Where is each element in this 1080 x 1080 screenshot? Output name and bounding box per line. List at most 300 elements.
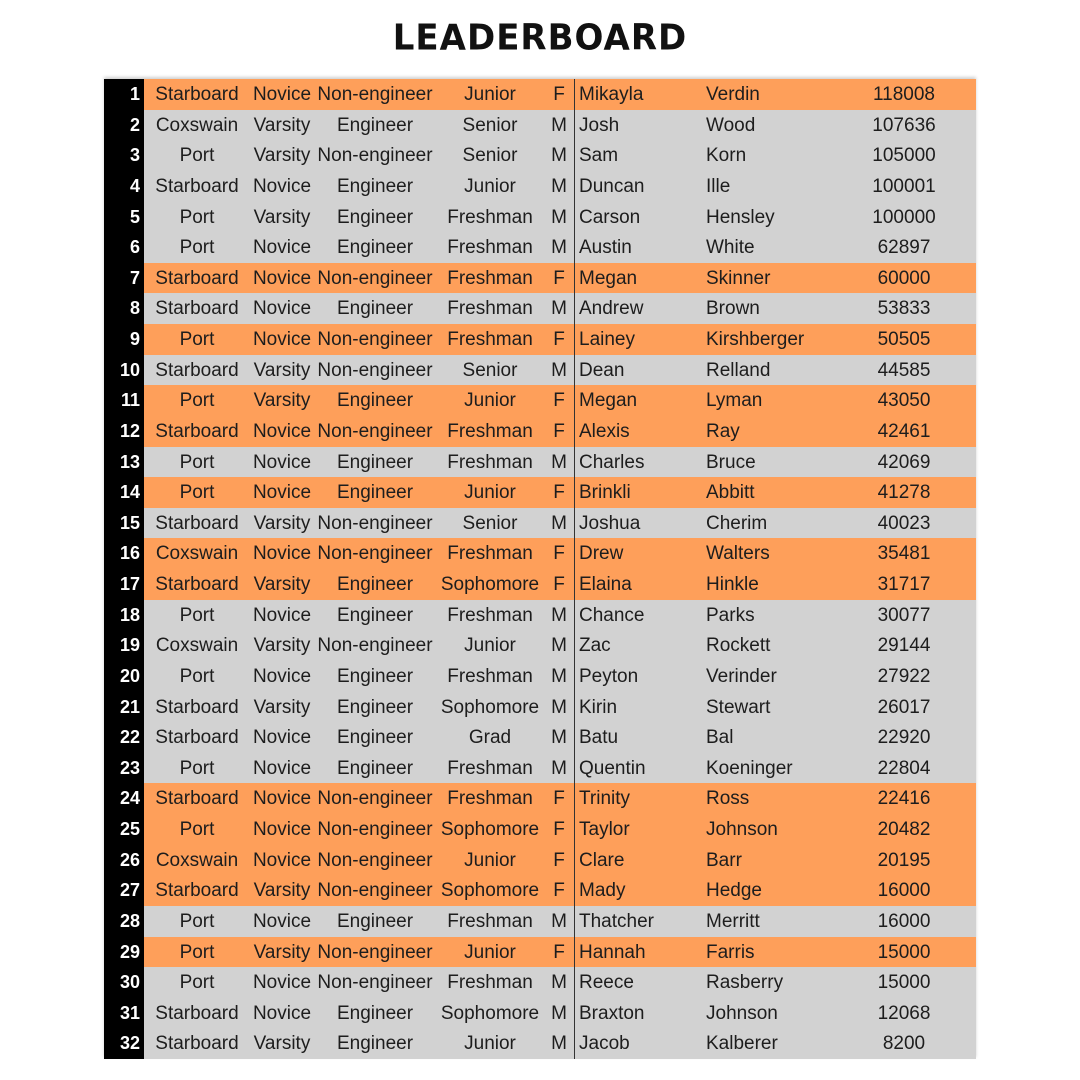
level-cell: Novice	[252, 757, 312, 779]
score-cell: 22416	[877, 788, 931, 810]
first-name-cell: Carson	[579, 206, 641, 228]
sex-cell: F	[553, 543, 565, 565]
sex-cell: M	[551, 237, 567, 259]
level-cell: Novice	[252, 972, 312, 994]
last-name-cell: Verinder	[706, 665, 777, 687]
level-cell: Varsity	[253, 696, 311, 718]
position-cell: Port	[179, 819, 215, 840]
position-cell: Starboard	[155, 880, 239, 902]
sex-cell: F	[553, 390, 565, 412]
score-cell: 27922	[877, 665, 931, 687]
sex-cell: F	[553, 849, 565, 871]
year-cell: Freshman	[447, 665, 533, 687]
table-row	[104, 202, 976, 233]
last-name-cell: Abbitt	[706, 482, 755, 504]
score-cell: 100001	[872, 175, 936, 197]
year-cell: Freshman	[447, 910, 533, 932]
rank-cell: 26	[104, 845, 144, 876]
table-row	[104, 324, 976, 355]
sex-cell: F	[553, 267, 565, 289]
position-cell: Starboard	[155, 696, 239, 718]
sex-cell: F	[553, 819, 565, 840]
major-cell: Non-engineer	[317, 420, 433, 442]
position-cell: Starboard	[155, 1033, 239, 1055]
rank-cell: 24	[104, 783, 144, 814]
table-row	[104, 845, 976, 876]
sex-cell: M	[551, 175, 567, 197]
major-cell: Engineer	[336, 696, 414, 718]
year-cell: Freshman	[447, 451, 533, 473]
major-cell: Non-engineer	[317, 849, 433, 871]
score-cell: 20195	[877, 849, 931, 871]
first-name-cell: Peyton	[579, 665, 639, 687]
level-cell: Varsity	[253, 512, 311, 534]
year-cell: Sophomore	[440, 1002, 540, 1024]
year-cell: Grad	[468, 727, 512, 749]
position-cell: Starboard	[155, 298, 239, 320]
last-name-cell: Relland	[706, 359, 771, 381]
sex-cell: M	[551, 910, 567, 932]
level-cell: Novice	[252, 267, 312, 289]
first-name-cell: Drew	[579, 543, 624, 565]
position-cell: Port	[179, 390, 215, 412]
sex-cell: M	[551, 206, 567, 228]
major-cell: Non-engineer	[317, 359, 433, 381]
score-cell: 107636	[872, 114, 936, 136]
major-cell: Non-engineer	[317, 512, 433, 534]
first-name-cell: Chance	[579, 604, 645, 626]
first-name-cell: Dean	[579, 359, 625, 381]
table-row	[104, 783, 976, 814]
year-cell: Freshman	[447, 329, 533, 350]
table-row	[104, 110, 976, 141]
column-divider	[574, 79, 575, 1059]
major-cell: Engineer	[336, 390, 414, 412]
table-row	[104, 293, 976, 324]
sex-cell: M	[551, 972, 567, 994]
score-cell: 22920	[877, 727, 931, 749]
rank-cell: 14	[104, 477, 144, 508]
sex-cell: F	[553, 574, 565, 595]
table-row	[104, 630, 976, 661]
year-cell: Junior	[464, 635, 516, 657]
position-cell: Port	[179, 451, 215, 473]
first-name-cell: Josh	[579, 114, 620, 136]
last-name-cell: Cherim	[706, 512, 768, 534]
year-cell: Senior	[462, 512, 518, 534]
score-cell: 29144	[877, 635, 931, 657]
last-name-cell: Farris	[706, 941, 755, 963]
position-cell: Starboard	[155, 512, 239, 534]
first-name-cell: Clare	[579, 849, 625, 871]
last-name-cell: Ille	[706, 175, 731, 197]
score-cell: 16000	[877, 880, 931, 902]
level-cell: Novice	[252, 665, 312, 687]
year-cell: Junior	[464, 175, 516, 197]
table-row	[104, 906, 976, 937]
table-row	[104, 477, 976, 508]
last-name-cell: Koeninger	[706, 757, 793, 779]
major-cell: Non-engineer	[317, 972, 433, 994]
level-cell: Varsity	[253, 635, 311, 657]
sex-cell: M	[551, 1033, 567, 1055]
table-row	[104, 661, 976, 692]
major-cell: Non-engineer	[317, 941, 433, 963]
position-cell: Starboard	[155, 727, 239, 749]
table-row	[104, 1028, 976, 1059]
score-cell: 30077	[877, 604, 931, 626]
position-cell: Port	[179, 237, 215, 259]
first-name-cell: Andrew	[579, 298, 644, 320]
rank-cell: 31	[104, 998, 144, 1029]
year-cell: Sophomore	[440, 574, 540, 595]
level-cell: Novice	[252, 482, 312, 504]
year-cell: Junior	[464, 482, 516, 504]
level-cell: Novice	[252, 819, 312, 840]
major-cell: Engineer	[336, 206, 414, 228]
position-cell: Port	[179, 665, 215, 687]
level-cell: Novice	[252, 84, 312, 105]
position-cell: Port	[179, 604, 215, 626]
first-name-cell: Zac	[579, 635, 611, 657]
rank-cell: 12	[104, 416, 144, 447]
year-cell: Junior	[464, 849, 516, 871]
last-name-cell: Wood	[706, 114, 756, 136]
year-cell: Freshman	[447, 267, 533, 289]
major-cell: Non-engineer	[317, 543, 433, 565]
major-cell: Non-engineer	[317, 880, 433, 902]
last-name-cell: Stewart	[706, 696, 771, 718]
first-name-cell: Braxton	[579, 1002, 645, 1024]
major-cell: Engineer	[336, 451, 414, 473]
rank-cell: 5	[104, 202, 144, 233]
rank-cell: 22	[104, 722, 144, 753]
table-row	[104, 814, 976, 845]
major-cell: Engineer	[336, 757, 414, 779]
score-cell: 42069	[877, 451, 931, 473]
first-name-cell: Taylor	[579, 819, 630, 840]
first-name-cell: Brinkli	[579, 482, 631, 504]
score-cell: 42461	[877, 420, 931, 442]
year-cell: Sophomore	[440, 819, 540, 840]
position-cell: Port	[179, 206, 215, 228]
first-name-cell: Reece	[579, 972, 634, 994]
table-row	[104, 232, 976, 263]
score-cell: 44585	[877, 359, 931, 381]
first-name-cell: Sam	[579, 145, 619, 167]
rank-cell: 10	[104, 355, 144, 386]
page-title: LEADERBOARD	[392, 17, 688, 59]
position-cell: Starboard	[155, 84, 239, 105]
table-row	[104, 722, 976, 753]
rank-cell: 3	[104, 140, 144, 171]
position-cell: Coxswain	[155, 635, 239, 657]
position-cell: Port	[179, 757, 215, 779]
level-cell: Varsity	[253, 574, 311, 595]
sex-cell: M	[551, 145, 567, 167]
score-cell: 22804	[877, 757, 931, 779]
position-cell: Coxswain	[155, 849, 239, 871]
position-cell: Starboard	[155, 574, 239, 595]
last-name-cell: Ross	[706, 788, 750, 810]
first-name-cell: Joshua	[579, 512, 641, 534]
rank-cell: 8	[104, 293, 144, 324]
score-cell: 16000	[877, 910, 931, 932]
year-cell: Freshman	[447, 420, 533, 442]
first-name-cell: Lainey	[579, 329, 635, 350]
score-cell: 35481	[877, 543, 931, 565]
score-cell: 41278	[877, 482, 931, 504]
rank-cell: 6	[104, 232, 144, 263]
last-name-cell: Brown	[706, 298, 760, 320]
leaderboard-table	[104, 79, 976, 1059]
score-cell: 43050	[877, 390, 931, 412]
last-name-cell: Rasberry	[706, 972, 784, 994]
year-cell: Freshman	[447, 972, 533, 994]
level-cell: Novice	[252, 727, 312, 749]
score-cell: 20482	[877, 819, 931, 840]
sex-cell: M	[551, 298, 567, 320]
sex-cell: F	[553, 788, 565, 810]
major-cell: Non-engineer	[317, 84, 433, 105]
major-cell: Non-engineer	[317, 788, 433, 810]
year-cell: Freshman	[447, 757, 533, 779]
position-cell: Port	[179, 329, 215, 350]
score-cell: 60000	[877, 267, 931, 289]
last-name-cell: Bal	[706, 727, 734, 749]
level-cell: Novice	[252, 1002, 312, 1024]
table-row	[104, 600, 976, 631]
first-name-cell: Trinity	[579, 788, 631, 810]
level-cell: Novice	[252, 604, 312, 626]
sex-cell: M	[551, 665, 567, 687]
last-name-cell: White	[706, 237, 755, 259]
sex-cell: F	[553, 329, 565, 350]
last-name-cell: Hinkle	[706, 574, 759, 595]
major-cell: Engineer	[336, 604, 414, 626]
sex-cell: F	[553, 420, 565, 442]
rank-cell: 4	[104, 171, 144, 202]
last-name-cell: Verdin	[706, 84, 760, 105]
year-cell: Senior	[462, 114, 518, 136]
level-cell: Novice	[252, 298, 312, 320]
first-name-cell: Duncan	[579, 175, 645, 197]
first-name-cell: Elaina	[579, 574, 632, 595]
year-cell: Freshman	[447, 298, 533, 320]
last-name-cell: Walters	[706, 543, 770, 565]
rank-cell: 19	[104, 630, 144, 661]
level-cell: Varsity	[253, 941, 311, 963]
position-cell: Port	[179, 482, 215, 504]
position-cell: Starboard	[155, 1002, 239, 1024]
first-name-cell: Austin	[579, 237, 632, 259]
position-cell: Starboard	[155, 267, 239, 289]
first-name-cell: Jacob	[579, 1033, 630, 1055]
level-cell: Varsity	[253, 880, 311, 902]
level-cell: Novice	[252, 910, 312, 932]
first-name-cell: Alexis	[579, 420, 630, 442]
year-cell: Junior	[464, 941, 516, 963]
rank-cell: 20	[104, 661, 144, 692]
table-row	[104, 753, 976, 784]
table-row	[104, 569, 976, 600]
sex-cell: M	[551, 757, 567, 779]
major-cell: Non-engineer	[317, 329, 433, 350]
level-cell: Varsity	[253, 145, 311, 167]
table-row	[104, 692, 976, 723]
last-name-cell: Parks	[706, 604, 755, 626]
major-cell: Engineer	[336, 665, 414, 687]
first-name-cell: Thatcher	[579, 910, 654, 932]
first-name-cell: Kirin	[579, 696, 618, 718]
last-name-cell: Rockett	[706, 635, 771, 657]
sex-cell: M	[551, 451, 567, 473]
sex-cell: M	[551, 604, 567, 626]
level-cell: Novice	[252, 788, 312, 810]
position-cell: Starboard	[155, 788, 239, 810]
major-cell: Engineer	[336, 114, 414, 136]
score-cell: 100000	[872, 206, 936, 228]
position-cell: Port	[179, 145, 215, 167]
score-cell: 12068	[877, 1002, 931, 1024]
level-cell: Varsity	[253, 206, 311, 228]
rank-cell: 28	[104, 906, 144, 937]
last-name-cell: Lyman	[706, 390, 763, 412]
last-name-cell: Korn	[706, 145, 747, 167]
sex-cell: M	[551, 696, 567, 718]
position-cell: Starboard	[155, 420, 239, 442]
rank-cell: 2	[104, 110, 144, 141]
year-cell: Sophomore	[440, 696, 540, 718]
table-row	[104, 140, 976, 171]
level-cell: Novice	[252, 175, 312, 197]
sex-cell: F	[553, 482, 565, 504]
score-cell: 53833	[877, 298, 931, 320]
rank-cell: 11	[104, 385, 144, 416]
year-cell: Freshman	[447, 604, 533, 626]
last-name-cell: Ray	[706, 420, 740, 442]
first-name-cell: Quentin	[579, 757, 646, 779]
major-cell: Non-engineer	[317, 145, 433, 167]
year-cell: Sophomore	[440, 880, 540, 902]
rank-cell: 32	[104, 1028, 144, 1059]
table-row	[104, 998, 976, 1029]
position-cell: Port	[179, 910, 215, 932]
year-cell: Junior	[464, 1033, 516, 1055]
year-cell: Senior	[462, 145, 518, 167]
level-cell: Novice	[252, 543, 312, 565]
last-name-cell: Kirshberger	[706, 329, 805, 350]
rank-cell: 1	[104, 79, 144, 110]
major-cell: Engineer	[336, 727, 414, 749]
score-cell: 40023	[877, 512, 931, 534]
level-cell: Novice	[252, 420, 312, 442]
year-cell: Freshman	[447, 237, 533, 259]
level-cell: Varsity	[253, 359, 311, 381]
last-name-cell: Hedge	[706, 880, 762, 902]
rank-cell: 7	[104, 263, 144, 294]
first-name-cell: Hannah	[579, 941, 646, 963]
major-cell: Engineer	[336, 298, 414, 320]
level-cell: Varsity	[253, 390, 311, 412]
position-cell: Starboard	[155, 359, 239, 381]
last-name-cell: Kalberer	[706, 1033, 778, 1055]
table-row	[104, 416, 976, 447]
sex-cell: M	[551, 114, 567, 136]
level-cell: Novice	[252, 329, 312, 350]
last-name-cell: Barr	[706, 849, 742, 871]
level-cell: Novice	[252, 849, 312, 871]
last-name-cell: Johnson	[706, 819, 778, 840]
sex-cell: F	[553, 941, 565, 963]
score-cell: 15000	[877, 972, 931, 994]
rank-cell: 17	[104, 569, 144, 600]
first-name-cell: Mikayla	[579, 84, 644, 105]
table-row	[104, 355, 976, 386]
first-name-cell: Mady	[579, 880, 626, 902]
rank-cell: 13	[104, 447, 144, 478]
level-cell: Novice	[252, 237, 312, 259]
table-row	[104, 79, 976, 110]
table-row	[104, 538, 976, 569]
rank-cell: 23	[104, 753, 144, 784]
table-row	[104, 967, 976, 998]
first-name-cell: Batu	[579, 727, 619, 749]
major-cell: Non-engineer	[317, 267, 433, 289]
table-row	[104, 937, 976, 968]
sex-cell: M	[551, 359, 567, 381]
rank-cell: 25	[104, 814, 144, 845]
level-cell: Varsity	[253, 1033, 311, 1055]
first-name-cell: Charles	[579, 451, 645, 473]
major-cell: Engineer	[336, 574, 414, 595]
position-cell: Port	[179, 972, 215, 994]
rank-cell: 21	[104, 692, 144, 723]
rank-cell: 18	[104, 600, 144, 631]
major-cell: Engineer	[336, 1033, 414, 1055]
sex-cell: F	[553, 84, 565, 105]
score-cell: 15000	[877, 941, 931, 963]
position-cell: Starboard	[155, 175, 239, 197]
table-row	[104, 263, 976, 294]
position-cell: Port	[179, 941, 215, 963]
major-cell: Non-engineer	[317, 635, 433, 657]
sex-cell: F	[553, 880, 565, 902]
score-cell: 62897	[877, 237, 931, 259]
level-cell: Novice	[252, 451, 312, 473]
level-cell: Varsity	[253, 114, 311, 136]
position-cell: Coxswain	[155, 543, 239, 565]
year-cell: Senior	[462, 359, 518, 381]
major-cell: Engineer	[336, 482, 414, 504]
first-name-cell: Megan	[579, 267, 638, 289]
year-cell: Freshman	[447, 543, 533, 565]
rank-cell: 27	[104, 875, 144, 906]
major-cell: Engineer	[336, 175, 414, 197]
year-cell: Junior	[464, 84, 516, 105]
last-name-cell: Merritt	[706, 910, 760, 932]
year-cell: Freshman	[447, 788, 533, 810]
rank-cell: 9	[104, 324, 144, 355]
score-cell: 105000	[872, 145, 936, 167]
table-row	[104, 447, 976, 478]
rank-cell: 29	[104, 937, 144, 968]
table-row	[104, 875, 976, 906]
rank-cell: 15	[104, 508, 144, 539]
position-cell: Coxswain	[155, 114, 239, 136]
score-cell: 26017	[877, 696, 931, 718]
score-cell: 50505	[877, 329, 931, 350]
